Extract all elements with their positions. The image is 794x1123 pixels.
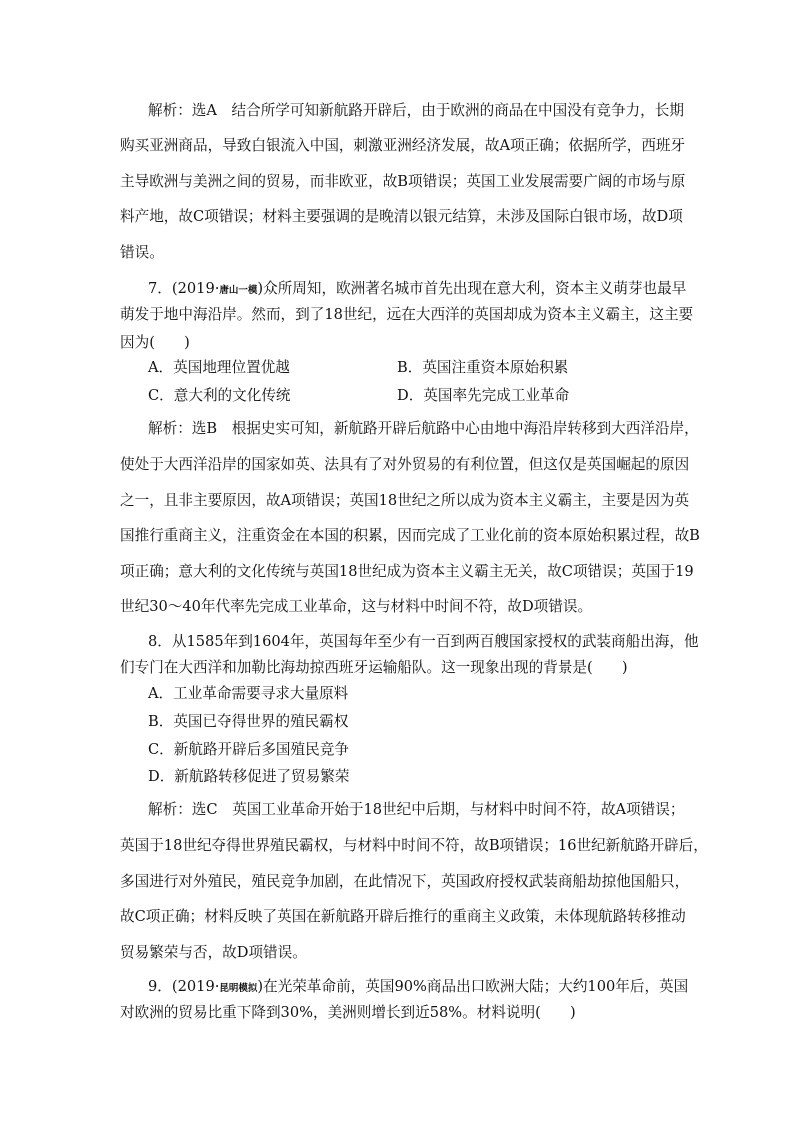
analysis-q7-line: 国推行重商主义，注重资金在本国的积累，因而完成了工业化前的资本原始积累过程，故B: [120, 527, 700, 545]
analysis-q7-line: 解析：选B 根据史实可知，新航路开辟后航路中心由地中海沿岸转移到大西洋沿岸，: [148, 420, 699, 437]
question-9-stem: 在光荣革命前，英国90%商品出口欧洲大陆；大约100年后，英国: [263, 978, 689, 995]
question-8-line: 们专门在大西洋和加勒比海劫掠西班牙运输船队。这一现象出现的背景是( ): [120, 659, 628, 676]
option-7d: D．英国率先完成工业革命: [397, 387, 570, 404]
option-7c: C．意大利的文化传统: [148, 387, 291, 404]
analysis-q6-line: 购买亚洲商品，导致白银流入中国，刺激亚洲经济发展，故A项正确；依据所学，西班牙: [120, 137, 686, 154]
question-9-source: 昆明模拟: [219, 983, 258, 994]
question-7-stem-cont: [120, 301, 694, 357]
analysis-q6-line: 错误。: [120, 243, 164, 261]
analysis-q7: [120, 411, 699, 447]
option-8a: A．工业革命需要寻求大量原料: [148, 685, 349, 702]
question-7-number: 7．: [148, 280, 172, 297]
question-7-line: 萌发于地中海沿岸。然而，到了18世纪，远在大西洋的英国却成为资本主义霸主，这主要: [120, 306, 694, 323]
analysis-q8: [120, 792, 685, 828]
option-8d: D．新航路转移促进了贸易繁荣: [148, 768, 350, 785]
question-7-line: 7．(2019·唐山一模)众所周知，欧洲著名城市首先出现在意大利，资本主义萌芽也最早: [148, 280, 687, 297]
option-7a: A．英国地理位置优越: [148, 359, 290, 376]
option-8b: B．英国已夺得世界的殖民霸权: [148, 713, 349, 730]
analysis-q8-line: 多国进行对外殖民，殖民竞争加剧，在此情况下，英国政府授权武装商船劫掠他国船只，: [120, 872, 690, 890]
question-9-line: 对欧洲的贸易比重下降到30%，美洲则增长到近58%。材料说明( ): [120, 1004, 576, 1021]
question-9-stem-cont: [120, 999, 678, 1027]
question-9-year: (2019·: [171, 978, 220, 995]
analysis-q6-line: 解析：选A 结合所学可知新航路开辟后，由于欧洲的商品在中国没有竞争力，长期: [148, 102, 684, 119]
question-8-line: 8．从1585年到1604年，英国每年至少有一百到两百艘国家授权的武装商船出海，他: [148, 633, 699, 650]
option-8c: C．新航路开辟后多国殖民竞争: [148, 741, 349, 758]
analysis-q6: [120, 93, 684, 129]
question-9-number: 9．: [148, 978, 172, 995]
question-8: [120, 628, 699, 656]
analysis-q8-body: [120, 828, 708, 970]
question-9-line: 9．(2019·昆明模拟)在光荣革命前，英国90%商品出口欧洲大陆；大约100年后，英国: [148, 978, 689, 995]
analysis-q8-line: 贸易繁荣与否，故D项错误。: [120, 943, 307, 961]
analysis-q6-body: [120, 128, 686, 270]
question-7-year: (2019·: [171, 280, 220, 297]
analysis-q8-line: 英国于18世纪夺得世界殖民霸权，与材料中时间不符，故B项错误；16世纪新航路开辟后，: [120, 837, 708, 854]
analysis-q8-line: 解析：选C 英国工业革命开始于18世纪中后期，与材料中时间不符，故A项错误；: [148, 801, 685, 818]
analysis-q7-line: 世纪30～40年代率先完成工业革命，这与材料中时间不符，故D项错误。: [120, 598, 593, 616]
question-7-line: 因为( ): [120, 334, 190, 351]
analysis-q7-line: 项正确；意大利的文化传统与英国18世纪成为资本主义霸主无关，故C项错误；英国于19: [120, 562, 694, 580]
question-7-source: 唐山一模: [219, 285, 258, 296]
question-7-stem: 众所周知，欧洲著名城市首先出现在意大利，资本主义萌芽也最早: [263, 280, 687, 297]
analysis-q6-line: 主导欧洲与美洲之间的贸易，而非欧亚，故B项错误；英国工业发展需要广阔的市场与原: [120, 172, 686, 190]
analysis-q7-body: [120, 447, 700, 625]
question-8-stem-cont: [120, 654, 678, 682]
analysis-q6-line: 料产地，故C项错误；材料主要强调的是晚清以银元结算，未涉及国际白银市场，故D项: [120, 208, 683, 226]
analysis-q7-line: 之一，且非主要原因，故A项错误；英国18世纪之所以成为资本主义霸主，主要是因为英: [120, 491, 690, 509]
analysis-q8-line: 故C项正确；材料反映了英国在新航路开辟后推行的重商主义政策，未体现航路转移推动: [120, 908, 686, 926]
analysis-q7-line: 使处于大西洋沿岸的国家如英、法具有了对外贸易的有利位置，但这仅是英国崛起的原因: [120, 456, 690, 473]
option-7b: B．英国注重资本原始积累: [397, 359, 569, 376]
